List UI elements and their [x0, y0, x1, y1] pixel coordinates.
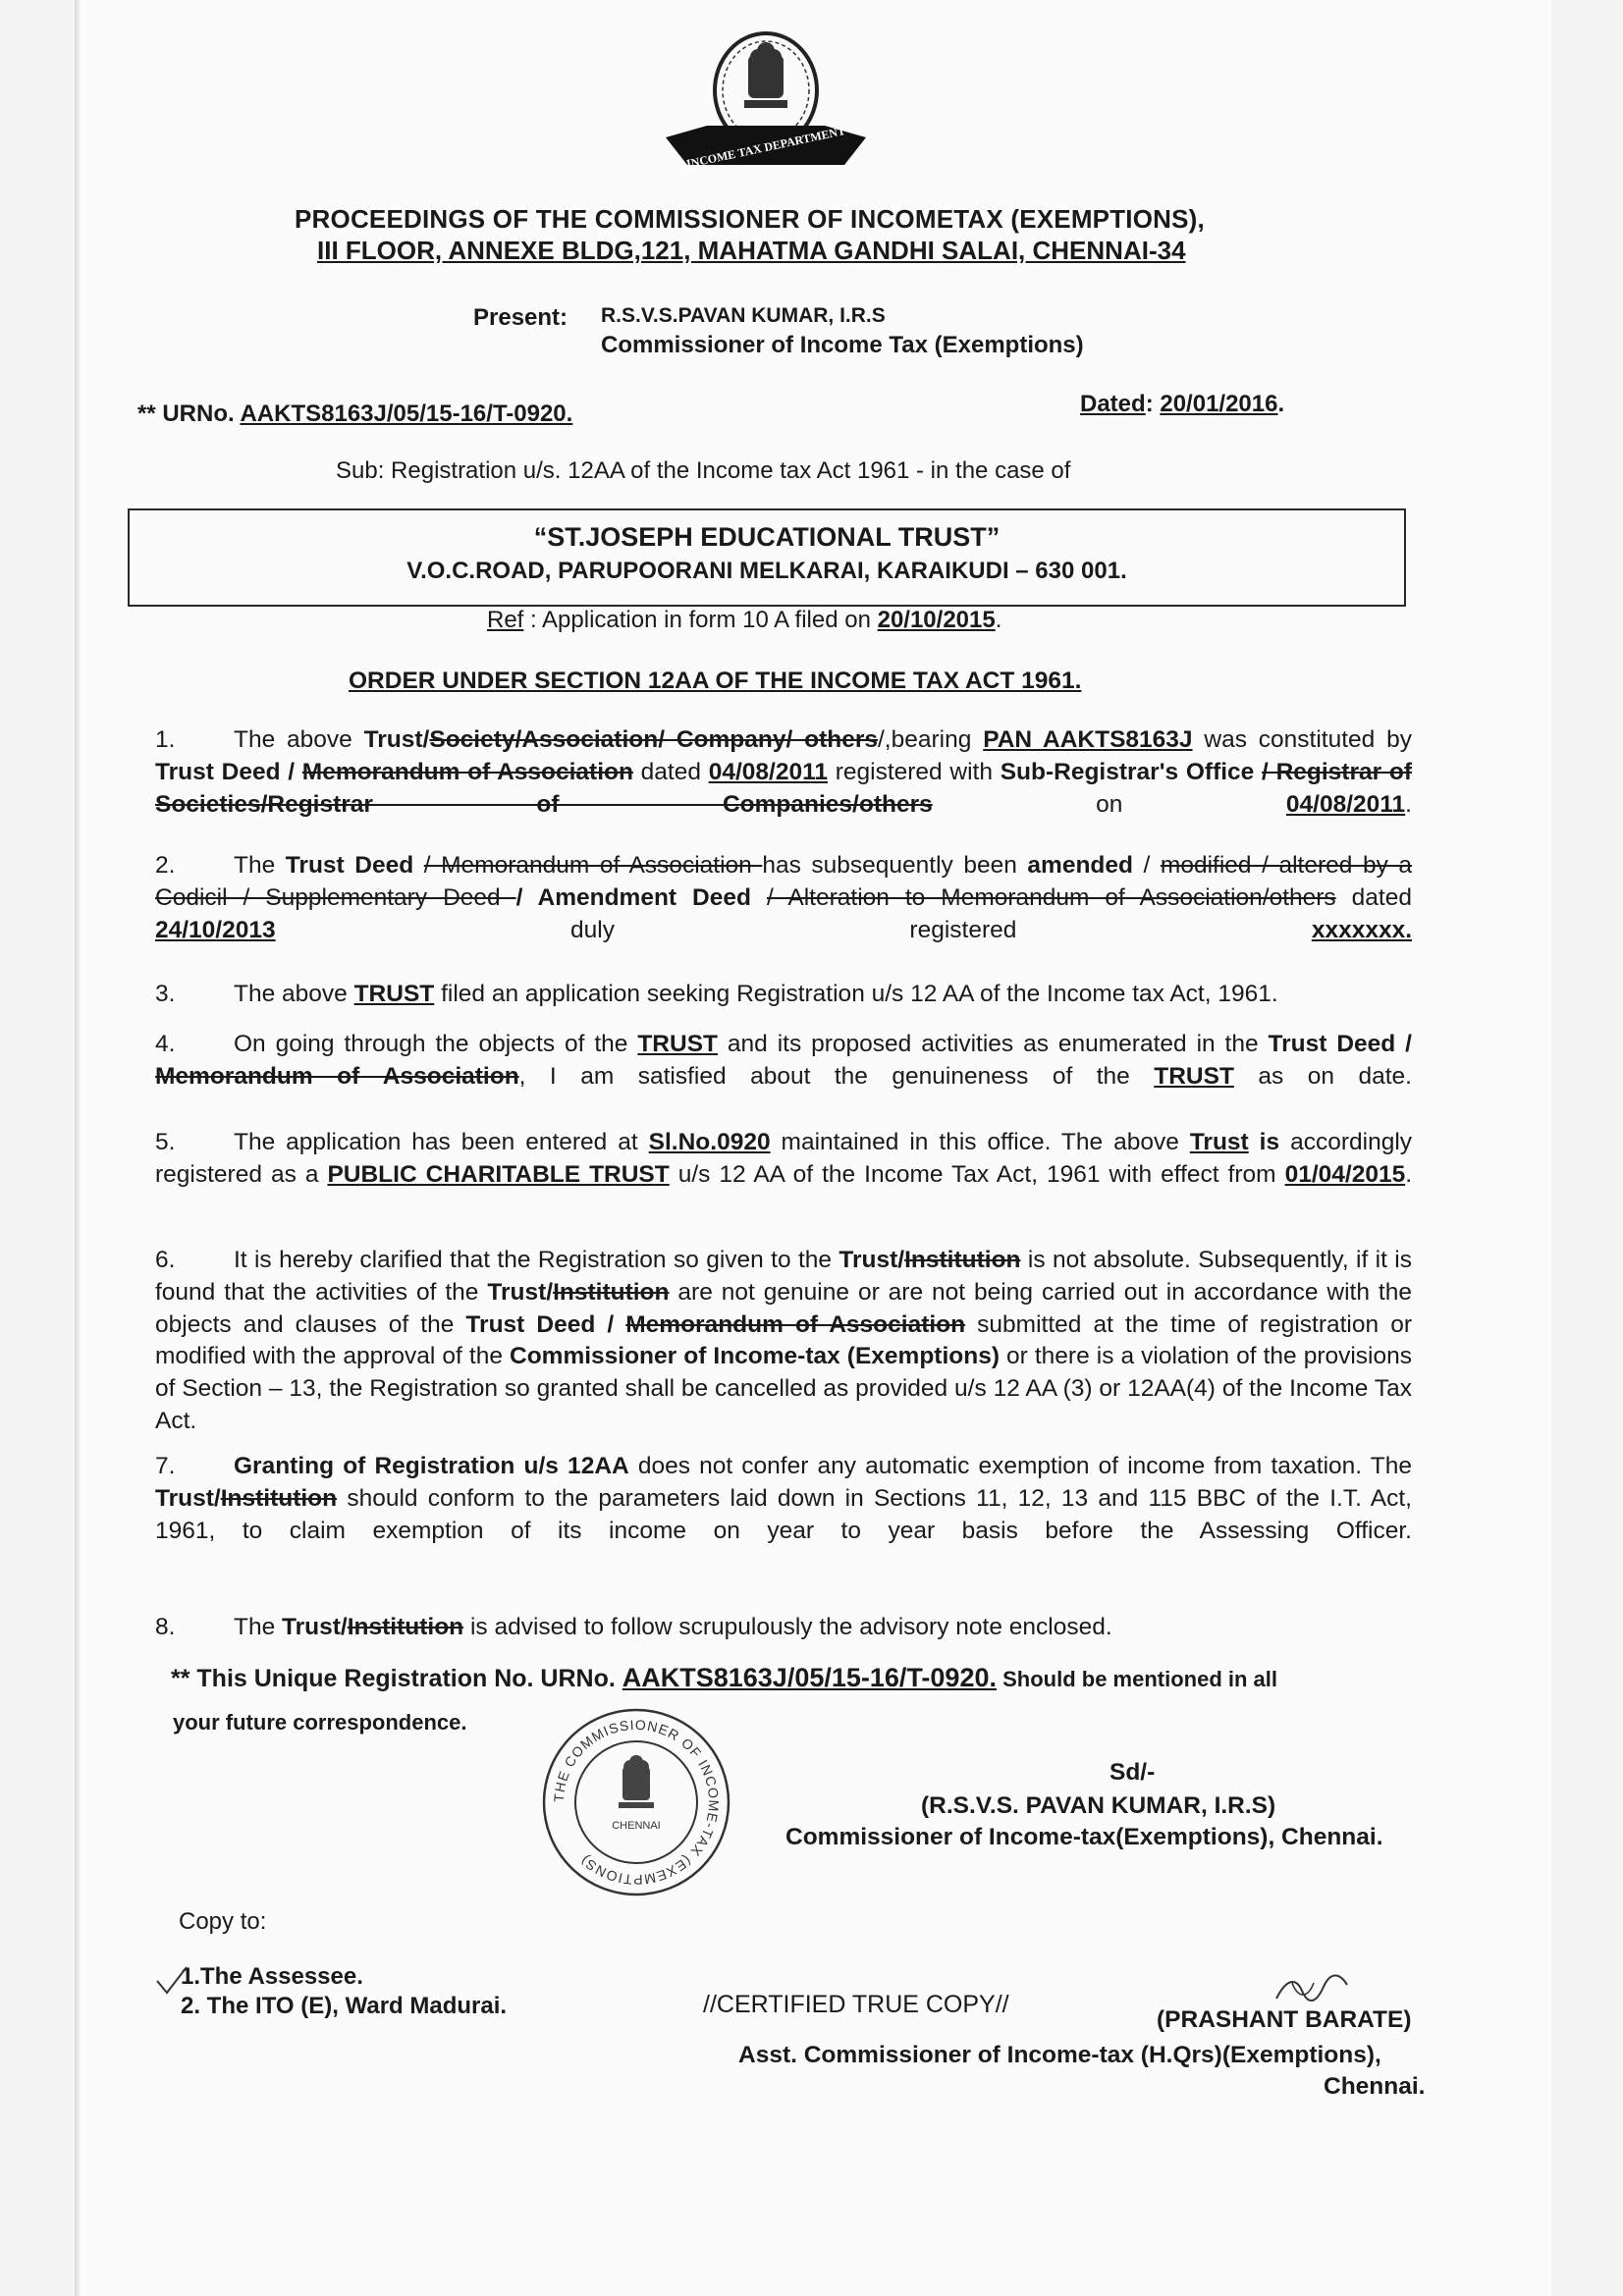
text: The above [234, 981, 354, 1007]
attestor-name: (PRASHANT BARATE) [1157, 2006, 1412, 2033]
attestor-city: Chennai. [1324, 2073, 1426, 2100]
dated-line: Dated: 20/01/2016. [1080, 391, 1285, 417]
text: /,bearing [878, 726, 984, 753]
para-number: 3. [155, 981, 176, 1007]
text: / Amendment Deed [515, 883, 767, 911]
signature-name: (R.S.V.S. PAVAN KUMAR, I.R.S) [921, 1792, 1276, 1819]
text: duly registered [275, 916, 1312, 943]
text: The application has been entered at [234, 1129, 649, 1155]
seal-city: CHENNAI [612, 1820, 661, 1832]
trust-name: “ST.JOSEPH EDUCATIONAL TRUST” [533, 522, 1001, 552]
text: maintained in this office. The above [770, 1129, 1190, 1155]
text: has subsequently been [762, 852, 1028, 879]
effect-date: 01/04/2015 [1284, 1160, 1406, 1188]
text: . [1405, 790, 1412, 818]
dated-label: Dated [1080, 391, 1146, 417]
registration-type: PUBLIC CHARITABLE TRUST [327, 1160, 670, 1188]
text: is [1248, 1129, 1280, 1155]
para-number: 4. [155, 1031, 176, 1057]
text: The [234, 1614, 283, 1640]
text: Commissioner of Income-tax (Exemptions) [510, 1343, 1000, 1370]
paragraph-3 [155, 979, 1412, 1011]
text: should conform to the parameters laid down in Sections 11, 12, 13 and 115 BBC of the I.T. Act, 1961, to claim exemption of its income on year to year basis before the Assessing Officer. [155, 1484, 1412, 1544]
urno-note [171, 1663, 1277, 1693]
ref-date: 20/10/2015 [877, 607, 996, 633]
urno-value: AAKTS8163J/05/15-16/T-0920. [240, 400, 573, 427]
income-tax-emblem [648, 27, 884, 189]
paragraph-2 [155, 850, 1412, 946]
text: Trust/ [487, 1278, 554, 1306]
text: ** This Unique Registration No. URNo. [171, 1665, 622, 1692]
struck-text: Institution [553, 1278, 670, 1306]
text: TRUST [637, 1031, 719, 1057]
urno-line [137, 400, 572, 428]
checkmark-icon [153, 1963, 192, 2002]
text: filed an application seeking Registration u/s 12 AA of the Income tax Act, 1961. [434, 981, 1278, 1007]
paragraph-4 [155, 1029, 1412, 1094]
emblem-label: INCOME TAX DEPARTMENT [684, 124, 847, 171]
para-number: 6. [155, 1247, 176, 1273]
para-number: 5. [155, 1129, 176, 1155]
struck-text: Institution [904, 1247, 1021, 1273]
text: and its proposed activities as enumerated in the [718, 1031, 1269, 1057]
text: Trust [1189, 1129, 1249, 1155]
text: submitted at the time of registration or modified with the approval of the [155, 1310, 1412, 1370]
struck-text: Memorandum of Association [625, 1310, 966, 1338]
text: / [1132, 852, 1161, 879]
ref-line: Ref : Application in form 10 A filed on 20/10/2015. [487, 607, 1002, 633]
struck-text: Memorandum of Association [155, 1062, 519, 1090]
deed-date: 04/08/2011 [708, 758, 828, 785]
urno-note-line-2: your future correspondence. [173, 1710, 467, 1735]
present-block [473, 304, 1084, 358]
text: Trust/ [282, 1614, 348, 1640]
urno-prefix: ** URNo. [137, 400, 241, 427]
copy-to-label: Copy to: [179, 1908, 267, 1935]
text: registered with [828, 758, 1001, 785]
header-line-1: PROCEEDINGS OF THE COMMISSIONER OF INCOMETAX (EXEMPTIONS), [295, 204, 1205, 234]
paragraph-8 [155, 1612, 1412, 1644]
para-number: 2. [155, 852, 176, 879]
text: The above [234, 726, 364, 753]
signature-designation: Commissioner of Income-tax(Exemptions), Chennai. [785, 1824, 1383, 1850]
text: on [932, 790, 1286, 818]
dated-value: 20/01/2016 [1160, 391, 1278, 417]
text: was constituted by [1192, 726, 1412, 753]
text: TRUST [353, 981, 435, 1007]
text: Should be mentioned in all [996, 1667, 1277, 1691]
text: Granting of Registration u/s 12AA [234, 1453, 629, 1479]
paragraph-6 [155, 1245, 1412, 1438]
text: amended [1027, 852, 1133, 879]
registration-number: xxxxxxx. [1311, 916, 1412, 943]
office-seal [540, 1706, 732, 1898]
urno-note-value: AAKTS8163J/05/15-16/T-0920. [622, 1663, 997, 1692]
text: is not absolute. Subsequently, if it is found that the activities of the [155, 1247, 1412, 1306]
text: dated [1335, 883, 1412, 911]
amendment-date: 24/10/2013 [155, 916, 276, 943]
text: Sub-Registrar's Office [1000, 758, 1263, 785]
header-line-2: III FLOOR, ANNEXE BLDG,121, MAHATMA GANDHI SALAI, CHENNAI-34 [317, 236, 1186, 265]
paragraph-5 [155, 1127, 1412, 1192]
ref-label: Ref [487, 607, 524, 633]
paragraph-1 [155, 724, 1412, 821]
certified-true-copy: //CERTIFIED TRUE COPY// [703, 1991, 1009, 2018]
text: , I am satisfied about the genuineness of the [518, 1062, 1155, 1090]
text: dated [632, 758, 709, 785]
text: accordingly registered as a [155, 1129, 1413, 1188]
present-designation: Commissioner of Income Tax (Exemptions) [601, 332, 1084, 358]
signature-sd: Sd/- [1109, 1759, 1156, 1786]
page-edge [75, 0, 81, 2296]
text: Trust Deed / [1268, 1031, 1412, 1057]
text: does not confer any automatic exemption of income from taxation. The [628, 1453, 1412, 1479]
initials-signature [1272, 1969, 1351, 2008]
trust-box [128, 508, 1406, 607]
subject-line: Sub: Registration u/s. 12AA of the Income tax Act 1961 - in the case of [336, 457, 1071, 484]
para-number: 8. [155, 1614, 176, 1640]
struck-text: / Registrar of Societies/Registrar of Companies/others [155, 758, 1412, 818]
para-number: 1. [155, 726, 176, 753]
struck-text: Memorandum of Association [301, 758, 633, 785]
text: is advised to follow scrupulously the advisory note enclosed. [463, 1614, 1112, 1640]
struck-text: modified / altered by a Codicil / Supplementary Deed [155, 852, 1413, 911]
copy-to-item-1: 1.The Assessee. [181, 1963, 363, 1990]
text: are not genuine or are not being carried out in accordance with the objects and clauses of the [155, 1278, 1412, 1338]
seal-text: THE COMMISSIONER OF INCOME-TAX (EXEMPTIONS) [550, 1716, 723, 1889]
para-number: 7. [155, 1453, 176, 1479]
text: Trust Deed / [465, 1310, 626, 1338]
serial-number: Sl.No.0920 [648, 1129, 771, 1155]
present-name: R.S.V.S.PAVAN KUMAR, I.R.S [601, 304, 886, 327]
text: Trust Deed [285, 852, 424, 879]
struck-text: / Alteration to Memorandum of Association/others [766, 883, 1336, 911]
struck-text: Institution [220, 1484, 338, 1512]
text: Trust/ [363, 726, 430, 753]
present-label: Present: [473, 304, 568, 331]
text: Trust Deed / [155, 758, 302, 785]
copy-to-item-2: 2. The ITO (E), Ward Madurai. [181, 1993, 508, 2019]
order-title: ORDER UNDER SECTION 12AA OF THE INCOME TAX ACT 1961. [349, 667, 1082, 694]
text: The [234, 852, 286, 879]
paragraph-7 [155, 1451, 1412, 1547]
text: Trust/ [839, 1247, 905, 1273]
pan-number: PAN AAKTS8163J [983, 726, 1193, 753]
struck-text: Institution [347, 1614, 464, 1640]
struck-text: Society/Association/ Company/ others [429, 726, 878, 753]
text: Trust/ [155, 1484, 221, 1512]
text: u/s 12 AA of the Income Tax Act, 1961 with effect from [669, 1160, 1285, 1188]
ref-text: : Application in form 10 A filed on [523, 607, 878, 633]
text: It is hereby clarified that the Registration so given to the [234, 1247, 839, 1273]
attestor-designation: Asst. Commissioner of Income-tax (H.Qrs)(Exemptions), [738, 2042, 1381, 2068]
text: . [1405, 1160, 1413, 1188]
text: as on date. [1233, 1062, 1412, 1090]
struck-text: / Memorandum of Association [423, 852, 763, 879]
text: TRUST [1154, 1062, 1234, 1090]
trust-address: V.O.C.ROAD, PARUPOORANI MELKARAI, KARAIKUDI – 630 001. [406, 558, 1127, 584]
text: or there is a violation of the provisions of Section – 13, the Registration so granted shall be cancelled as provided u/s 12 AA (3) or 12AA(4) of the Income Tax Act. [155, 1343, 1412, 1435]
registration-date: 04/08/2011 [1285, 790, 1406, 818]
text: On going through the objects of the [234, 1031, 638, 1057]
